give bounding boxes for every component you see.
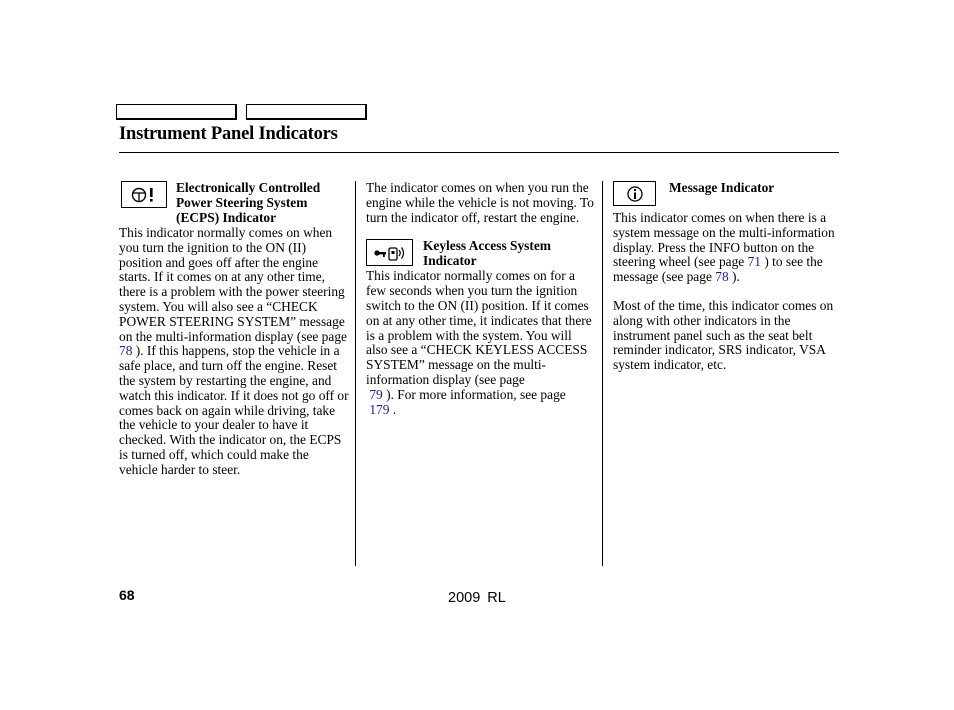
message-body-text-3: ).	[732, 269, 740, 285]
title-rule	[119, 152, 839, 153]
message-heading	[613, 181, 839, 211]
ecps-heading	[119, 181, 349, 226]
page-title: Instrument Panel Indicators	[119, 124, 338, 144]
keyless-title-line-1: Keyless Access System	[423, 238, 551, 254]
column-message	[613, 181, 839, 373]
info-message-icon	[613, 181, 656, 206]
message-title: Message Indicator	[669, 180, 775, 195]
message-body-text-2: ) to see the message (see page	[613, 254, 823, 285]
ecps-title-line-1: Electronically Controlled	[176, 180, 321, 195]
column-divider-2	[602, 181, 603, 566]
page-link-179[interactable]: 179	[369, 401, 390, 417]
nav-tab-2[interactable]	[246, 104, 367, 120]
page-link-71[interactable]: 71	[747, 254, 761, 270]
column-divider-1	[355, 181, 356, 566]
footer-model: 2009 RL	[448, 590, 506, 606]
keyless-access-icon	[366, 239, 413, 266]
keyless-body-text-2: ). For more information, see page	[386, 386, 566, 402]
keyless-body-text-3: .	[392, 401, 397, 417]
page-link-79[interactable]: 79	[369, 386, 383, 402]
ecps-body	[119, 226, 349, 478]
page-number: 68	[119, 587, 135, 603]
message-body-1	[613, 211, 839, 285]
message-body-text-1: This indicator comes on when there is a system message on the multi-information display. Press the INFO button on the steering wheel (see page	[613, 210, 835, 270]
page-link-78[interactable]: 78	[119, 343, 133, 359]
power-steering-warning-icon	[121, 181, 167, 208]
keyless-body-text-1: This indicator normally comes on for a few seconds when you turn the ignition switch to the ON (II) position. If it comes on at any other time, it indicates that there is a problem with the system. You will also see a “CHECK KEYLESS ACCESS SYSTEM” message on the multi-information display (see page	[366, 268, 592, 387]
keyless-body	[366, 269, 595, 417]
message-body-2: Most of the time, this indicator comes on along with other indicators in the instrument panel such as the seat belt reminder indicator, SRS indicator, VSA system indicator, etc.	[613, 297, 834, 373]
keyless-intro: The indicator comes on when you run the engine while the vehicle is not moving. To turn the indicator off, restart the engine.	[366, 180, 594, 225]
ecps-title-line-3: (ECPS) Indicator	[176, 209, 277, 225]
column-keyless	[366, 181, 595, 417]
column-ecps	[119, 181, 349, 478]
ecps-body-text-1: This indicator normally comes on when you turn the ignition to the ON (II) position and goes off after the engine starts. If it comes on at any other time, there is a problem with the power steering system. You will also see a “CHECK POWER STEERING SYSTEM” message on the multi-information display (see page	[119, 225, 347, 344]
page-link-78b[interactable]: 78	[715, 269, 729, 285]
keyless-heading	[366, 239, 595, 269]
keyless-title-line-2: Indicator	[423, 253, 477, 269]
nav-tab-1[interactable]	[116, 104, 237, 120]
ecps-title-line-2: Power Steering System	[176, 194, 308, 210]
ecps-body-text-2: ). If this happens, stop the vehicle in a safe place, and turn off the engine. Reset the system by restarting the engine, and watch this indicator. If it does not go off or comes back on again while driving, take the vehicle to your dealer to have it checked. With the indicator on, the ECPS is turned off, which could make the vehicle harder to steer.	[119, 343, 349, 477]
